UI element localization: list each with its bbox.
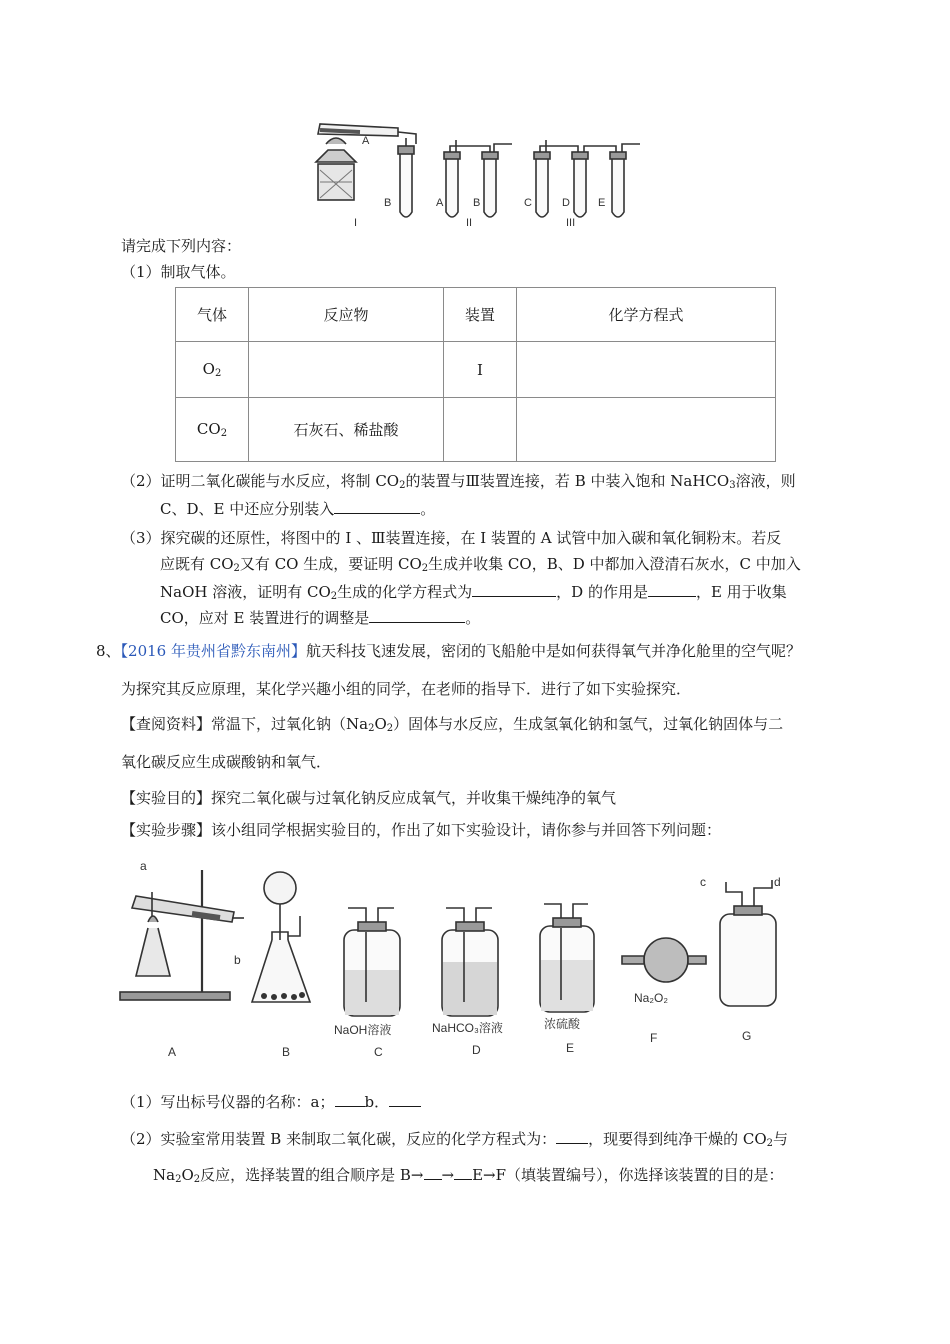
- figure-label: I: [354, 217, 358, 229]
- solution-label: Na₂O₂: [634, 991, 668, 1005]
- table-cell-equation: [517, 342, 776, 398]
- figure-label: II: [466, 217, 473, 229]
- sub-question-1: （1）写出标号仪器的名称：a； b．: [121, 1090, 421, 1112]
- table-cell-equation: [517, 398, 776, 462]
- table-cell-reactant: 石灰石、稀盐酸: [249, 398, 444, 462]
- figure-label: C: [374, 1045, 383, 1059]
- question-8-line-1: 8、【2016 年贵州省黔东南州】航天科技飞速发展，密闭的飞船舱中是如何获得氧气并净化舱里的空气呢？: [96, 642, 802, 660]
- question-8-line-4: 氧化碳反应生成碳酸钠和氧气．: [121, 753, 332, 771]
- question-8-line-5: 【实验目的】探究二氧化碳与过氧化钠反应成氧气，并收集干燥纯净的氧气: [121, 789, 617, 807]
- answer-blank[interactable]: [556, 1127, 588, 1144]
- figure-label: D: [472, 1043, 481, 1057]
- answer-blank[interactable]: [424, 1163, 442, 1180]
- table-header: 反应物: [249, 288, 444, 342]
- solution-label: NaOH溶液: [334, 1023, 392, 1037]
- question-1-heading: （1）制取气体。: [121, 263, 236, 281]
- figure-mark: d: [774, 875, 781, 889]
- apparatus-figure-bottom: [112, 852, 812, 1072]
- question-3-line-4: CO，应对 E 装置进行的调整是 。: [160, 606, 480, 628]
- table-row: [176, 342, 776, 398]
- question-8-line-2: 为探究其反应原理，某化学兴趣小组的同学，在老师的指导下．进行了如下实验探究．: [121, 680, 692, 698]
- figure-mark: c: [700, 875, 706, 889]
- answer-blank[interactable]: [389, 1090, 421, 1107]
- figure-label: A: [436, 197, 444, 209]
- table-cell-gas: $O_2$: [176, 342, 249, 398]
- sub-question-2-line-1: （2）实验室常用装置 B 来制取二氧化碳，反应的化学方程式为： ，现要得到纯净干燥的 $CO_2$与: [121, 1127, 788, 1154]
- sub-question-2-line-2: $Na_2O_2$反应，选择装置的组合顺序是 B→ → E→F（填装置编号），你选择该装置的目的是：: [153, 1163, 784, 1190]
- answer-blank[interactable]: [369, 606, 465, 623]
- answer-blank[interactable]: [454, 1163, 472, 1180]
- question-8-line-3: 【查阅资料】常温下，过氧化钠$(Na_2O_2)$固体与水反应，生成氢氧化钠和氢气，过氧化钠固体与二: [121, 715, 784, 734]
- question-8-line-6: 【实验步骤】该小组同学根据实验目的，作出了如下实验设计，请你参与并回答下列问题：: [121, 821, 722, 839]
- question-2-line-2: C、D、E 中还应分别装入 。: [160, 497, 435, 519]
- answer-blank[interactable]: [335, 1090, 365, 1107]
- figure-label: A: [362, 135, 370, 147]
- table-cell-reactant: [249, 342, 444, 398]
- table-header-row: [176, 288, 776, 342]
- solution-label: 浓硫酸: [544, 1017, 581, 1031]
- figure-label: III: [566, 217, 576, 229]
- answer-blank[interactable]: [334, 497, 420, 514]
- figure-mark: b: [234, 953, 241, 967]
- table-header: 装置: [444, 288, 517, 342]
- table-header: 化学方程式: [517, 288, 776, 342]
- apparatus-figure-top: [300, 110, 650, 232]
- table-header: 气体: [176, 288, 249, 342]
- figure-label: G: [742, 1029, 752, 1043]
- answer-blank[interactable]: [648, 580, 696, 597]
- question-2-line-1: （2）证明二氧化碳能与水反应，将制 $CO_2$的装置与Ⅲ装置连接，若 B 中装入饱和 NaHCO$_3$溶液，则: [121, 472, 796, 491]
- figure-label: B: [282, 1045, 291, 1059]
- table-row: [176, 398, 776, 462]
- figure-label: B: [473, 197, 481, 209]
- figure-label: E: [598, 197, 606, 209]
- answer-blank[interactable]: [472, 580, 556, 597]
- table-cell-gas: $CO_2$: [176, 398, 249, 462]
- question-3-line-3: NaOH 溶液，证明有 $CO_2$生成的化学方程式为 ，D 的作用是 ，E 用于收集: [160, 580, 787, 607]
- question-3-line-1: （3）探究碳的还原性，将图中的 Ⅰ 、Ⅲ装置连接，在 Ⅰ 装置的 A 试管中加入碳和氧化铜粉末。若反: [121, 529, 782, 547]
- intro-text: 请完成下列内容：: [121, 237, 242, 255]
- figure-label: E: [566, 1041, 575, 1055]
- figure-label: F: [650, 1031, 658, 1045]
- question-number: 8、: [96, 642, 121, 660]
- figure-mark: a: [140, 859, 147, 873]
- question-source: 【2016 年贵州省黔东南州】: [120, 642, 306, 660]
- gas-preparation-table: [175, 287, 776, 462]
- solution-label: NaHCO₃溶液: [432, 1021, 503, 1035]
- table-cell-device: Ⅰ: [444, 342, 517, 398]
- figure-label: A: [168, 1045, 177, 1059]
- question-3-line-2: 应既有 $CO_2$又有 CO 生成，要证明 $CO_2$生成并收集 CO，B、D 中都加入澄清石灰水，C 中加入: [160, 555, 801, 574]
- figure-label: B: [384, 197, 392, 209]
- figure-label: C: [524, 197, 532, 209]
- table-cell-device: [444, 398, 517, 462]
- figure-label: D: [562, 197, 570, 209]
